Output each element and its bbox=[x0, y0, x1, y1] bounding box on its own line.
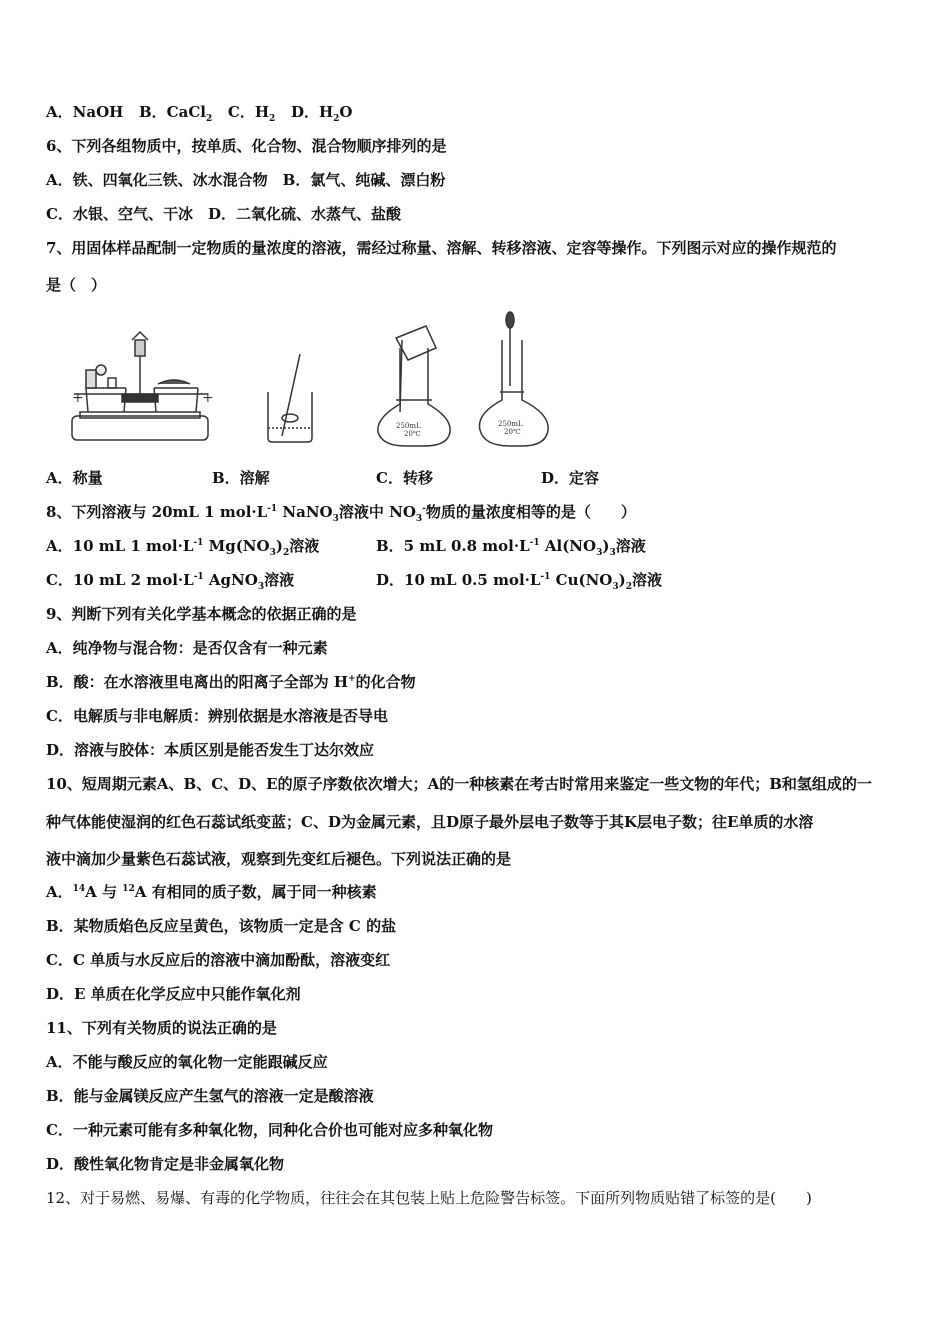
q10-option-c: C．C 单质与水反应后的溶液中滴加酚酞，溶液变红 bbox=[46, 951, 391, 969]
q6-options-cd: C．水银、空气、干冰 D．二氧化硫、水蒸气、盐酸 bbox=[46, 205, 401, 223]
q11-option-b: B．能与金属镁反应产生氢气的溶液一定是酸溶液 bbox=[46, 1087, 374, 1105]
q12-stem: 12、对于易燃、易爆、有毒的化学物质，往往会在其包装上贴上危险警告标签。下面所列物质贴错了标签的是( ) bbox=[46, 1189, 812, 1207]
svg-text:250mL: 250mL bbox=[396, 422, 421, 430]
beaker-illustration bbox=[268, 354, 312, 442]
balance-illustration bbox=[72, 332, 214, 440]
q6-stem: 6、下列各组物质中，按单质、化合物、混合物顺序排列的是 bbox=[46, 137, 447, 155]
svg-text:+: + bbox=[202, 390, 214, 406]
q5-options bbox=[46, 102, 353, 122]
q10-stem-line2: 种气体能使湿润的红色石蕊试纸变蓝；C、D为金属元素，且D原子最外层电子数等于其K层电子数；往E单质的水溶 bbox=[46, 813, 814, 831]
transfer-illustration bbox=[378, 326, 450, 446]
q9-option-c: C．电解质与非电解质：辨别依据是水溶液是否导电 bbox=[46, 707, 388, 725]
q5-option-c: C．$H_2$ bbox=[227, 103, 276, 124]
q5-option-b: B．CaCl$_2$ bbox=[138, 103, 213, 124]
q7-caption-a: A．称量 bbox=[46, 469, 103, 487]
q10-option-b: B．某物质焰色反应呈黄色，该物质一定是含 C 的盐 bbox=[46, 917, 397, 935]
q5-option-a: A．NaOH bbox=[46, 103, 124, 121]
q9-option-a: A．纯净物与混合物：是否仅含有一种元素 bbox=[46, 639, 328, 657]
q9-option-b: B．酸：在水溶液里电离出的阳离子全部为 H+的化合物 bbox=[46, 673, 416, 691]
q11-option-d: D．酸性氧化物肯定是非金属氧化物 bbox=[46, 1155, 285, 1173]
q7-stem-line2: 是（ ） bbox=[46, 276, 107, 294]
svg-text:250mL: 250mL bbox=[498, 420, 523, 428]
q10-stem-line3: 液中滴加少量紫色石蕊试液，观察到先变红后褪色。下列说法正确的是 bbox=[46, 850, 512, 868]
q10-option-d: D．E 单质在化学反应中只能作氧化剂 bbox=[46, 985, 301, 1003]
svg-text:+: + bbox=[72, 390, 84, 406]
q11-option-a: A．不能与酸反应的氧化物一定能跟碱反应 bbox=[46, 1053, 328, 1071]
svg-text:20℃: 20℃ bbox=[404, 430, 421, 438]
q5-option-d: D．$H_2O$ bbox=[290, 103, 353, 124]
q11-stem: 11、下列有关物质的说法正确的是 bbox=[46, 1019, 277, 1037]
q8-option-c: C．10 mL 2 $mol\cdot L^{-1}$ AgNO$_3$溶液 bbox=[46, 571, 295, 592]
q7-apparatus-figure bbox=[46, 300, 926, 450]
q10-stem-line1: 10、短周期元素A、B、C、D、E的原子序数依次增大；A的一种核素在考古时常用来鉴定一些文物的年代；B和氢组成的一 bbox=[46, 775, 872, 793]
q8-option-a: A．10 mL 1 $mol\cdot L^{-1}$ $Mg(NO_3)_2$溶液 bbox=[46, 537, 320, 558]
q9-stem: 9、判断下列有关化学基本概念的依据正确的是 bbox=[46, 605, 357, 623]
q6-options-ab: A．铁、四氧化三铁、冰水混合物 B．氯气、纯碱、漂白粉 bbox=[46, 171, 446, 189]
q9-option-d: D．溶液与胶体：本质区别是能否发生丁达尔效应 bbox=[46, 741, 375, 759]
q11-option-c: C．一种元素可能有多种氧化物，同种化合价也可能对应多种氧化物 bbox=[46, 1121, 493, 1139]
q7-caption-d: D．定容 bbox=[541, 469, 600, 487]
q8-option-d: D．10 mL 0.5 $mol\cdot L^{-1}$ $Cu(NO_3)_2$溶液 bbox=[376, 571, 663, 592]
dropper-flask-illustration bbox=[479, 312, 548, 446]
q7-caption-c: C．转移 bbox=[376, 469, 433, 487]
q10-option-a: A．$^{14}$A 与 $^{12}$A 有相同的质子数，属于同一种核素 bbox=[46, 883, 377, 901]
q8-stem: 8、下列溶液与 20mL 1 $mol\cdot L^{-1}$ NaNO$_3$溶液中 $NO_3^-$物质的量浓度相等的是（ ） bbox=[46, 503, 636, 524]
svg-text:20℃: 20℃ bbox=[504, 428, 521, 436]
q7-stem-line1: 7、用固体样品配制一定物质的量浓度的溶液，需经过称量、溶解、转移溶液、定容等操作。下列图示对应的操作规范的 bbox=[46, 239, 837, 257]
q8-option-b: B．5 mL 0.8 $mol\cdot L^{-1}$ $Al(NO_3)_3$溶液 bbox=[376, 537, 646, 558]
q7-caption-b: B．溶解 bbox=[212, 469, 270, 487]
